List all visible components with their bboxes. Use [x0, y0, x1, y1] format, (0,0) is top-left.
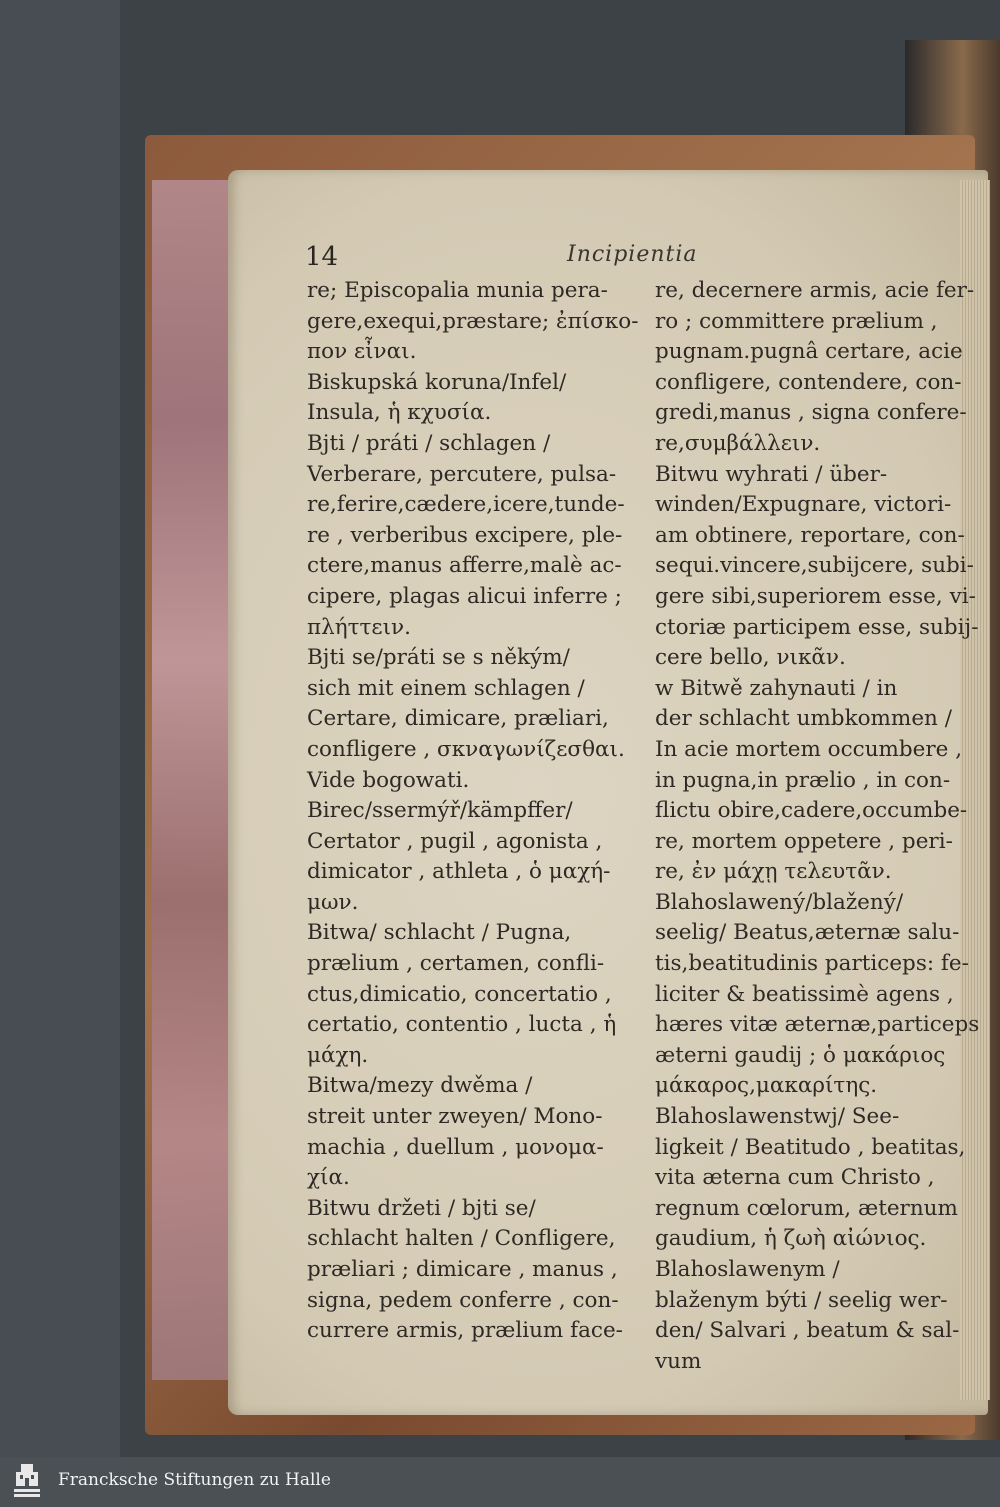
text-line: πλήττειν.: [307, 614, 411, 640]
text-line: præliari ; dimicare , manus ,: [307, 1257, 618, 1282]
text-line: re, decernere armis, acie fer-: [655, 278, 975, 303]
text-line: signa, pedem conferre , con-: [307, 1287, 619, 1313]
text-line: flictu obire,cadere,occumbe-: [655, 798, 968, 824]
text-line: Certare, dimicare, præliari,: [307, 706, 609, 732]
text-line: schlacht halten / Confligere,: [307, 1226, 616, 1252]
text-line: Bitwu držeti / bjti se/: [307, 1195, 536, 1221]
text-line: μάχη.: [307, 1042, 369, 1068]
text-line: πον εἶναι.: [307, 339, 417, 365]
text-line: μων.: [307, 889, 359, 915]
text-line: streit unter zweyen/ Mono-: [307, 1104, 603, 1130]
text-line: prælium , certamen, confli-: [307, 951, 605, 977]
text-line: Bitwa/ schlacht / Pugna,: [307, 920, 572, 946]
text-line: Insula, ἡ κχυσία.: [307, 400, 492, 426]
text-line: pugnam.pugnâ certare, acie: [655, 339, 963, 365]
text-line: re,ferire,cædere,icere,tunde-: [307, 492, 625, 518]
text-line: winden/Expugnare, victori-: [655, 492, 952, 518]
text-line: den/ Salvari , beatum & sal-: [655, 1318, 960, 1344]
text-line: Blahoslawenym /: [655, 1257, 840, 1282]
text-line: Verberare, percutere, pulsa-: [307, 461, 617, 487]
text-line: gaudium, ἡ ζωὴ αἰώνιος.: [655, 1226, 927, 1252]
page-header: [305, 240, 925, 276]
running-head: Incipientia: [567, 242, 698, 267]
text-line: gere,exequi,præstare; ἐπίσκο-: [307, 308, 639, 334]
right-text-column: [655, 276, 980, 1377]
text-line: hæres vitæ æternæ,particeps: [655, 1012, 980, 1038]
text-line: certatio, contentio , lucta , ἡ: [307, 1012, 617, 1038]
text-line: liciter & beatissimè agens ,: [655, 981, 954, 1007]
text-line: regnum cœlorum, æternum: [655, 1195, 958, 1221]
text-line: Blahoslawený/blažený/: [655, 889, 904, 915]
text-line: In acie mortem occumbere ,: [655, 736, 963, 762]
text-line: Bitwa/mezy dwěma /: [307, 1073, 533, 1099]
text-line: χία.: [307, 1165, 350, 1191]
text-line: in pugna,in prælio , in con-: [655, 767, 951, 793]
marbled-endpaper: [152, 180, 232, 1380]
text-line: cipere, plagas alicui inferre ;: [307, 583, 622, 609]
text-line: am obtinere, reportare, con-: [655, 522, 965, 548]
text-line: confligere , σκναγωνίζεσθαι.: [307, 736, 625, 762]
text-line: re,συμβάλλειν.: [655, 430, 821, 456]
text-line: vum: [655, 1348, 702, 1374]
text-line: μάκαρος,μακαρίτης.: [655, 1073, 878, 1099]
text-line: seelig/ Beatus,æternæ salu-: [655, 920, 960, 946]
text-line: re, mortem oppetere , peri-: [655, 828, 953, 854]
institution-name: Francksche Stiftungen zu Halle: [58, 1470, 331, 1490]
text-line: Bjti se/práti se s někým/: [307, 645, 570, 671]
text-line: tis,beatitudinis particeps: fe-: [655, 951, 969, 977]
text-line: Bitwu wyhrati / über-: [655, 461, 888, 487]
text-line: sequi.vincere,subijcere, subi-: [655, 553, 974, 579]
text-line: w Bitwě zahynauti / in: [655, 675, 898, 701]
text-line: ro ; committere prælium ,: [655, 308, 938, 334]
text-line: æterni gaudij ; ὁ μακάριος: [655, 1042, 946, 1068]
text-line: gredi,manus , signa confere-: [655, 400, 967, 426]
text-line: der schlacht umbkommen /: [655, 706, 952, 732]
page-number: 14: [305, 242, 339, 272]
text-line: machia , duellum , μονομα-: [307, 1134, 604, 1160]
text-line: Birec/ssermýř/kämpffer/: [307, 798, 573, 824]
text-line: Blahoslawenstwj/ See-: [655, 1104, 900, 1130]
text-line: confligere, contendere, con-: [655, 369, 962, 395]
text-line: cere bello, νικᾶν.: [655, 645, 846, 671]
text-line: ctus,dimicatio, concertatio ,: [307, 981, 612, 1007]
text-line: Biskupská koruna/Infel/: [307, 369, 567, 395]
text-line: Certator , pugil , agonista ,: [307, 828, 603, 854]
text-line: sich mit einem schlagen /: [307, 675, 585, 701]
left-text-column: [307, 276, 642, 1347]
text-line: dimicator , athleta , ὁ μαχή-: [307, 859, 611, 885]
text-line: Vide bogowati.: [307, 767, 470, 793]
text-line: re, ἐν μάχῃ τελευτᾶν.: [655, 859, 892, 885]
text-line: vita æterna cum Christo ,: [655, 1165, 935, 1191]
text-line: ctoriæ participem esse, subij-: [655, 614, 979, 640]
text-line: currere armis, prælium face-: [307, 1318, 623, 1344]
institution-logo-icon: [12, 1462, 42, 1500]
text-line: gere sibi,superiorem esse, vi-: [655, 583, 976, 609]
text-line: re; Episcopalia munia pera-: [307, 278, 608, 303]
text-line: blaženym býti / seelig wer-: [655, 1287, 948, 1313]
text-line: ctere,manus afferre,malè ac-: [307, 553, 622, 579]
text-line: Bjti / práti / schlagen /: [307, 430, 551, 456]
text-line: re , verberibus excipere, ple-: [307, 522, 623, 548]
scanner-background-left: [0, 0, 120, 1457]
text-line: ligkeit / Beatitudo , beatitas,: [655, 1134, 966, 1160]
